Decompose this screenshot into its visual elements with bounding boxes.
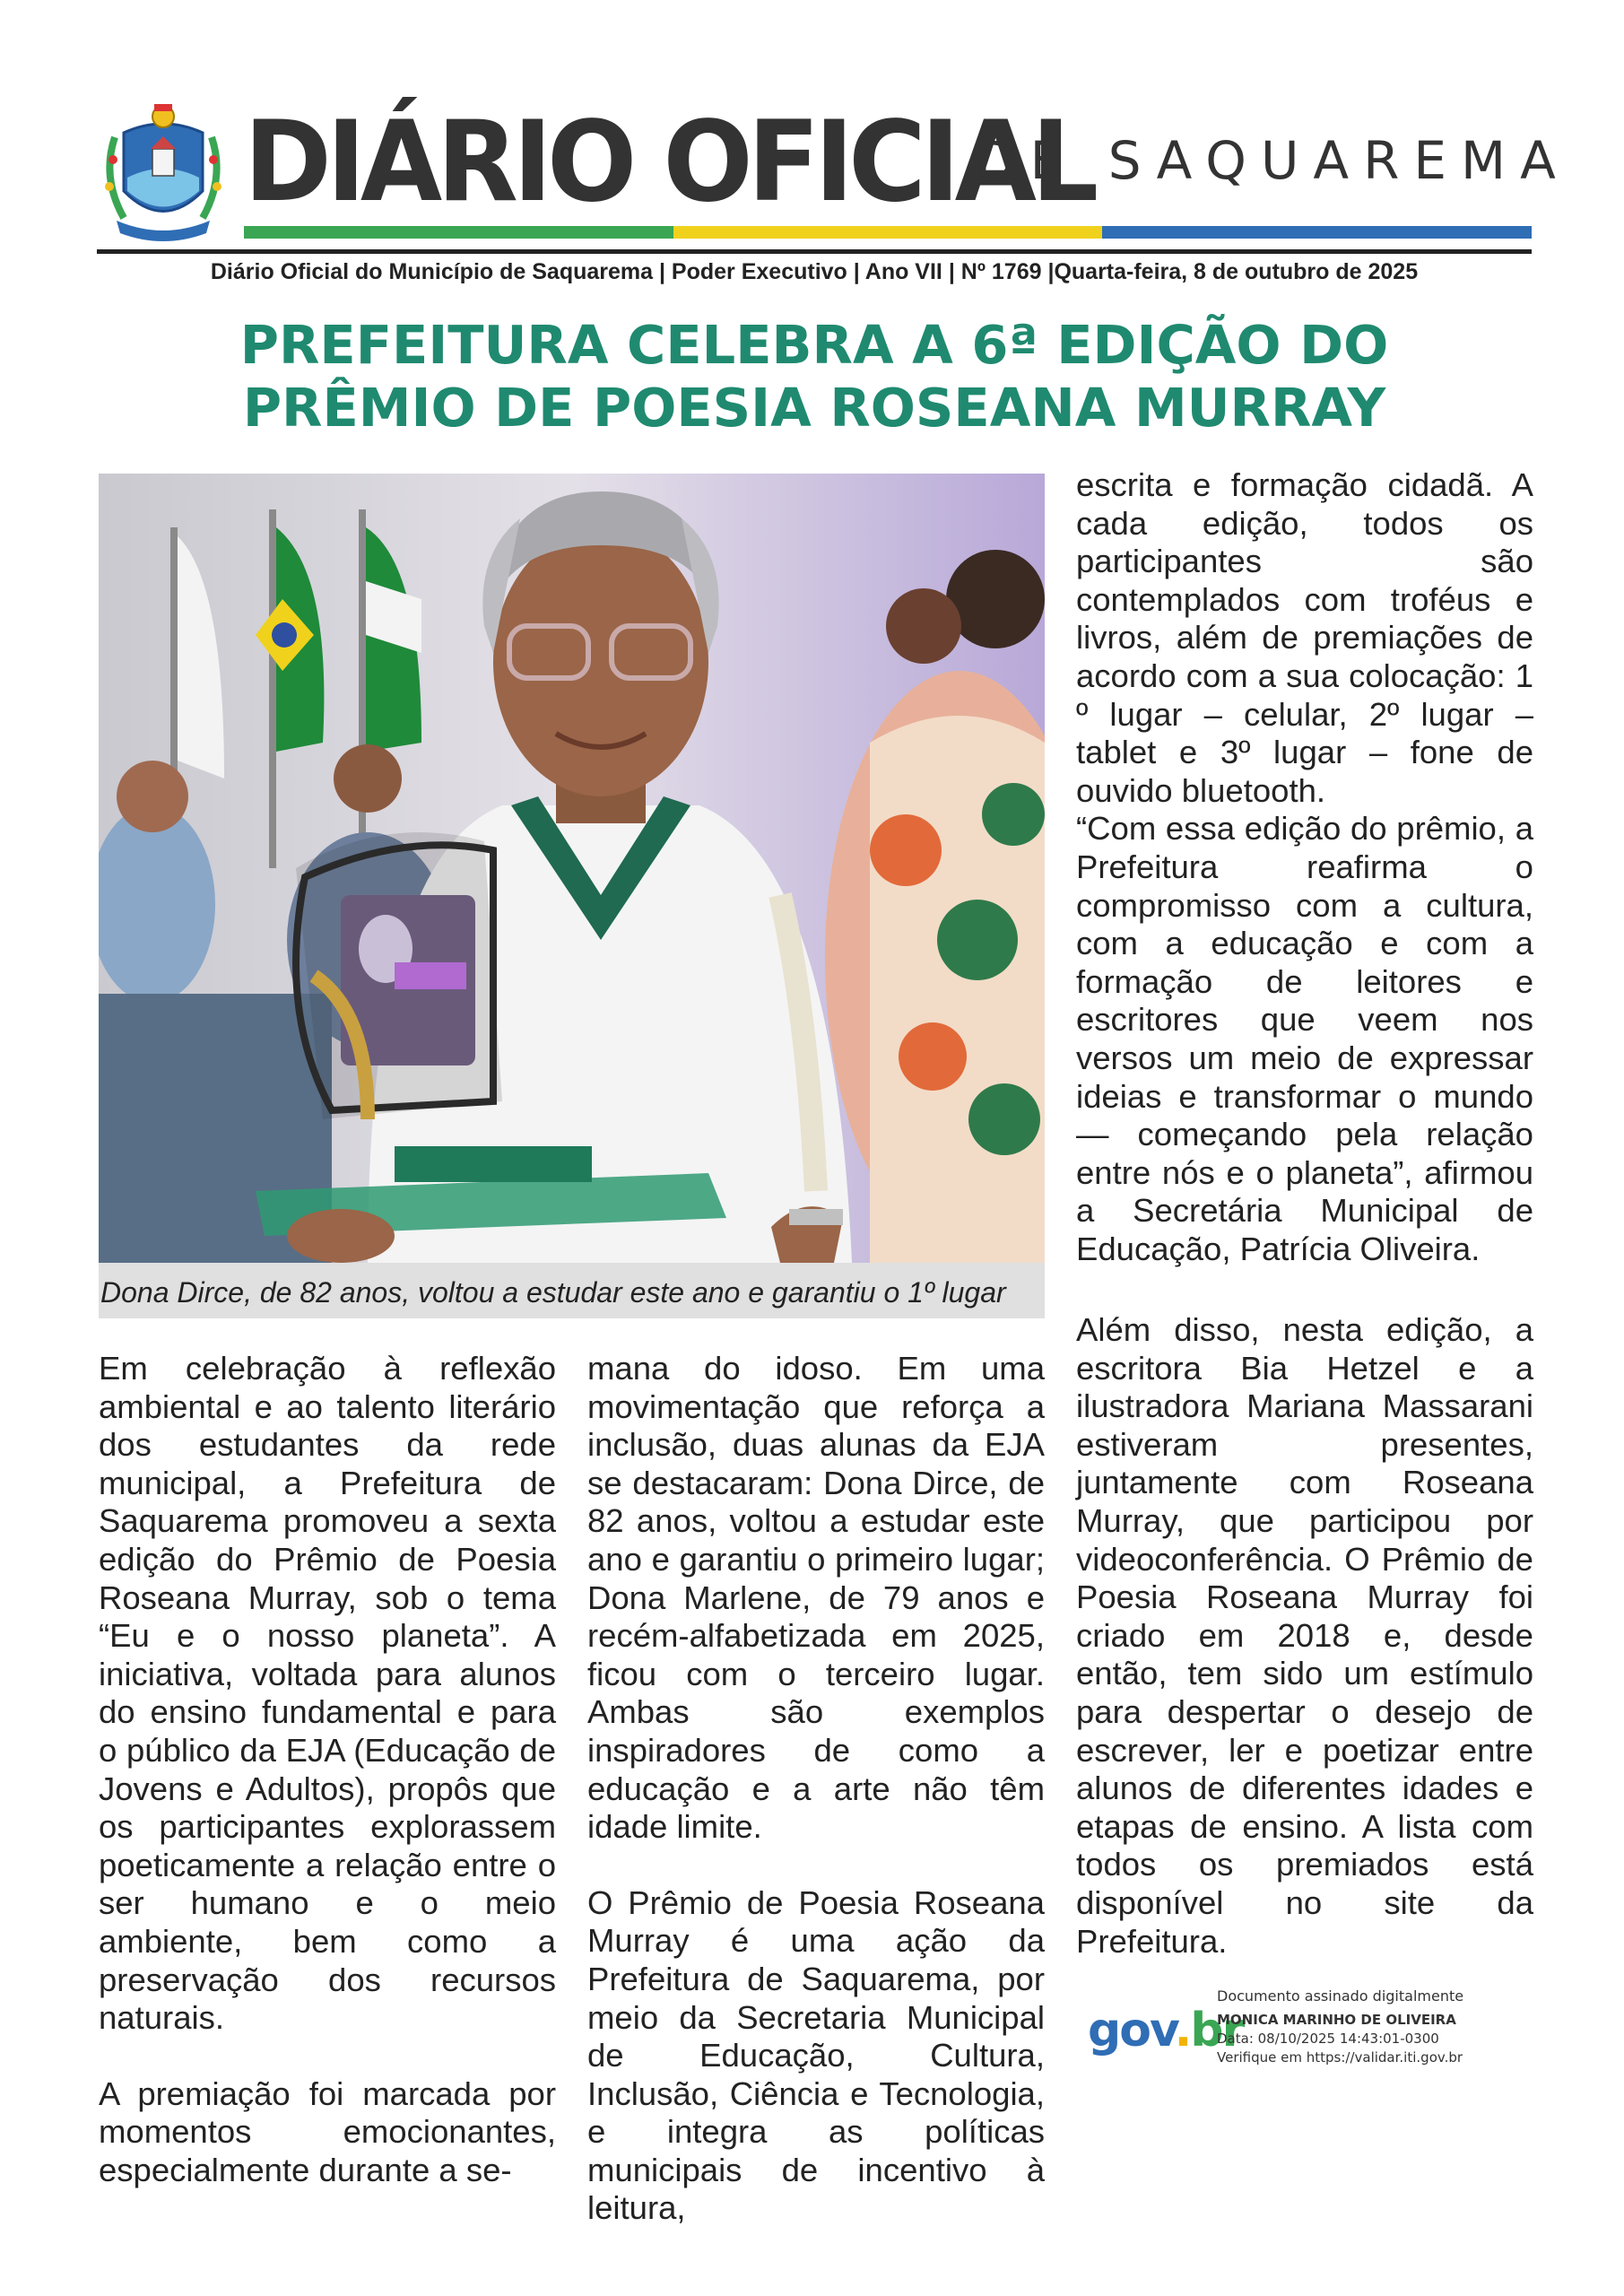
- header-rule: [97, 249, 1532, 254]
- article-column-2: [587, 1350, 1045, 2228]
- gov-br-logo-gov: gov: [1088, 2004, 1175, 2057]
- masthead-color-bar: [244, 226, 1532, 239]
- color-bar-blue: [1102, 226, 1532, 239]
- article-column-3: [1076, 466, 1533, 1268]
- signer-name: MONICA MARINHO DE OLIVEIRA: [1217, 2012, 1456, 2028]
- headline: [97, 314, 1532, 439]
- color-bar-green: [244, 226, 673, 239]
- paragraph: escrita e formação cidadã. A cada edição, todos os participantes são contemplados com troféus e livros, além de premiações de acordo com a sua colocação: 1 º lugar – celular, 2º lugar – tablet e 3º lugar – fone de ouvido bluetooth.: [1076, 466, 1533, 809]
- saquarema-coat-of-arms: [97, 97, 230, 245]
- digital-signature-block: [1217, 1987, 1463, 2067]
- masthead-subtitle: DE SAQUAREMA: [976, 130, 1570, 191]
- signature-date: Data: 08/10/2025 14:43:01-0300: [1217, 2031, 1439, 2047]
- signature-title: Documento assinado digitalmente: [1217, 1987, 1464, 2005]
- paragraph: A premiação foi marcada por momentos emocionantes, especialmente durante a se-: [99, 2074, 556, 2188]
- paragraph: Em celebração à reflexão ambiental e ao talento literário dos estudantes da rede municipal, a Prefeitura de Saquarema promoveu a sexta edição do Prêmio de Poesia Roseana Murray, sob o tema “Eu e o nosso planeta”. A iniciativa, voltada para alunos do ensino fundamental e para o público da EJA (Educação de Jovens e Adultos), propôs que os participantes explorassem poeticamente a relação entre o ser humano e o meio ambiente, bem como a preservação dos recursos naturais.: [99, 1350, 556, 2037]
- gov-br-logo-dot: .: [1174, 2004, 1191, 2057]
- article-column-1: [99, 1350, 556, 2189]
- edition-line: Diário Oficial do Município de Saquarema | Poder Executivo | Ano VII | Nº 1769 |Quarta-feira, 8 de outubro de 2025: [210, 259, 1419, 284]
- article-photo: [99, 474, 1045, 1263]
- gov-br-logo-br: br: [1190, 2004, 1244, 2057]
- paragraph: O Prêmio de Poesia Roseana Murray é uma ação da Prefeitura de Saquarema, por meio da Secretaria Municipal de Educação, Cultura, Inclusão, Ciência e Tecnologia, e integra as políticas municipais de incentivo à leitura,: [587, 1883, 1045, 2227]
- photo-caption: Dona Dirce, de 82 anos, voltou a estudar este ano e garantiu o 1º lugar: [100, 1276, 1006, 1309]
- signature-verify-link[interactable]: Verifique em https://validar.iti.gov.br: [1217, 2049, 1463, 2066]
- headline-line-2: PRÊMIO DE POESIA ROSEANA MURRAY: [242, 377, 1386, 439]
- masthead-title: DIÁRIO OFICIAL: [244, 96, 1094, 227]
- article-column-3-continued: [1076, 1311, 1533, 1961]
- color-bar-yellow: [673, 226, 1103, 239]
- paragraph: mana do idoso. Em uma movimentação que reforça a inclusão, duas alunas da EJA se destacaram: Dona Dirce, de 82 anos, voltou a estudar este ano e garantiu o primeiro lugar; Dona Marlene, de 79 anos e recém-alfabetizada em 2025, ficou com o terceiro lugar. Ambas são exemplos inspiradores de como a educação e a arte não têm idade limite.: [587, 1350, 1045, 1846]
- headline-line-1: PREFEITURA CELEBRA A 6ª EDIÇÃO DO: [239, 314, 1389, 376]
- paragraph: “Com essa edição do prêmio, a Prefeitura reafirma o compromisso com a cultura, com a educação e com a formação de leitores e escritores que veem nos versos um meio de expressar ideias e transformar o mundo — começando pela relação entre nós e o planeta”, afirmou a Secretária Municipal de Educação, Patrícia Oliveira.: [1076, 810, 1533, 1267]
- paragraph: Além disso, nesta edição, a escritora Bia Hetzel e a ilustradora Mariana Massarani estiveram presentes, juntamente com Roseana Murray, que participou por videoconferência. O Prêmio de Poesia Roseana Murray foi criado em 2018 e, desde então, tem sido um estímulo para despertar o desejo de escrever, ler e poetizar entre alunos de diferentes idades e etapas de ensino. A lista com todos os premiados está disponível no site da Prefeitura.: [1076, 1311, 1533, 1960]
